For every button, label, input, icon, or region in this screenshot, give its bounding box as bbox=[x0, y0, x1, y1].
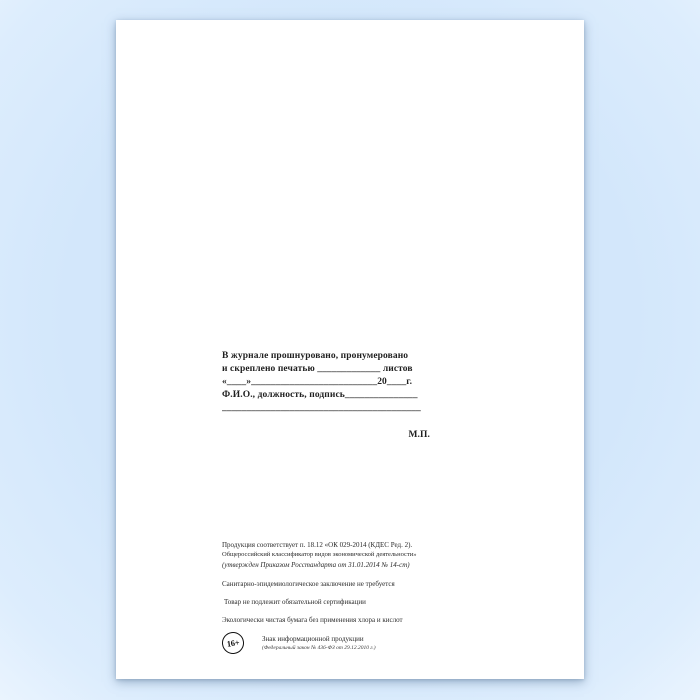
stamp-line-2: и скреплено печатью _____________ листов bbox=[222, 364, 413, 374]
product-compliance-note-line-2: Общероссийский классификатор видов экономической деятельности» bbox=[222, 551, 417, 558]
binding-stamp-block bbox=[222, 350, 436, 442]
document-page bbox=[116, 20, 584, 679]
footer-notes-block bbox=[222, 540, 482, 654]
age-16-badge-icon: 16+ bbox=[221, 631, 246, 656]
info-product-sign-title: Знак информационной продукции bbox=[262, 635, 364, 643]
product-compliance-note-line-1: Продукция соответствует п. 18.12 «ОК 029-2014 (КДЕС Ред. 2). bbox=[222, 541, 413, 549]
info-product-sign-row bbox=[222, 632, 482, 654]
stamp-line-1: В журнале прошнуровано, пронумеровано bbox=[222, 351, 409, 361]
eco-note: Экологически чистая бумага без применения хлора и кислот bbox=[222, 616, 403, 624]
product-compliance-note-line-3: (утвержден Приказом Росстандарта от 31.01.2014 № 14-ст) bbox=[222, 561, 410, 569]
stamp-line-4: Ф.И.О., должность, подпись_______________ bbox=[222, 390, 418, 400]
info-product-sign-text bbox=[262, 632, 376, 652]
stamp-line-3: «____»__________________________20____г. bbox=[222, 377, 413, 387]
seal-placeholder: М.П. bbox=[408, 430, 430, 440]
info-product-sign-law: (Федеральный закон № 436-ФЗ от 29.12.2010 г.) bbox=[262, 645, 376, 651]
stamp-line-5: _________________________________________ bbox=[222, 403, 421, 413]
certification-note: Товар не подлежит обязательной сертификации bbox=[224, 598, 366, 606]
sanitary-note: Санитарно-эпидемиологическое заключение не требуется bbox=[222, 580, 395, 588]
